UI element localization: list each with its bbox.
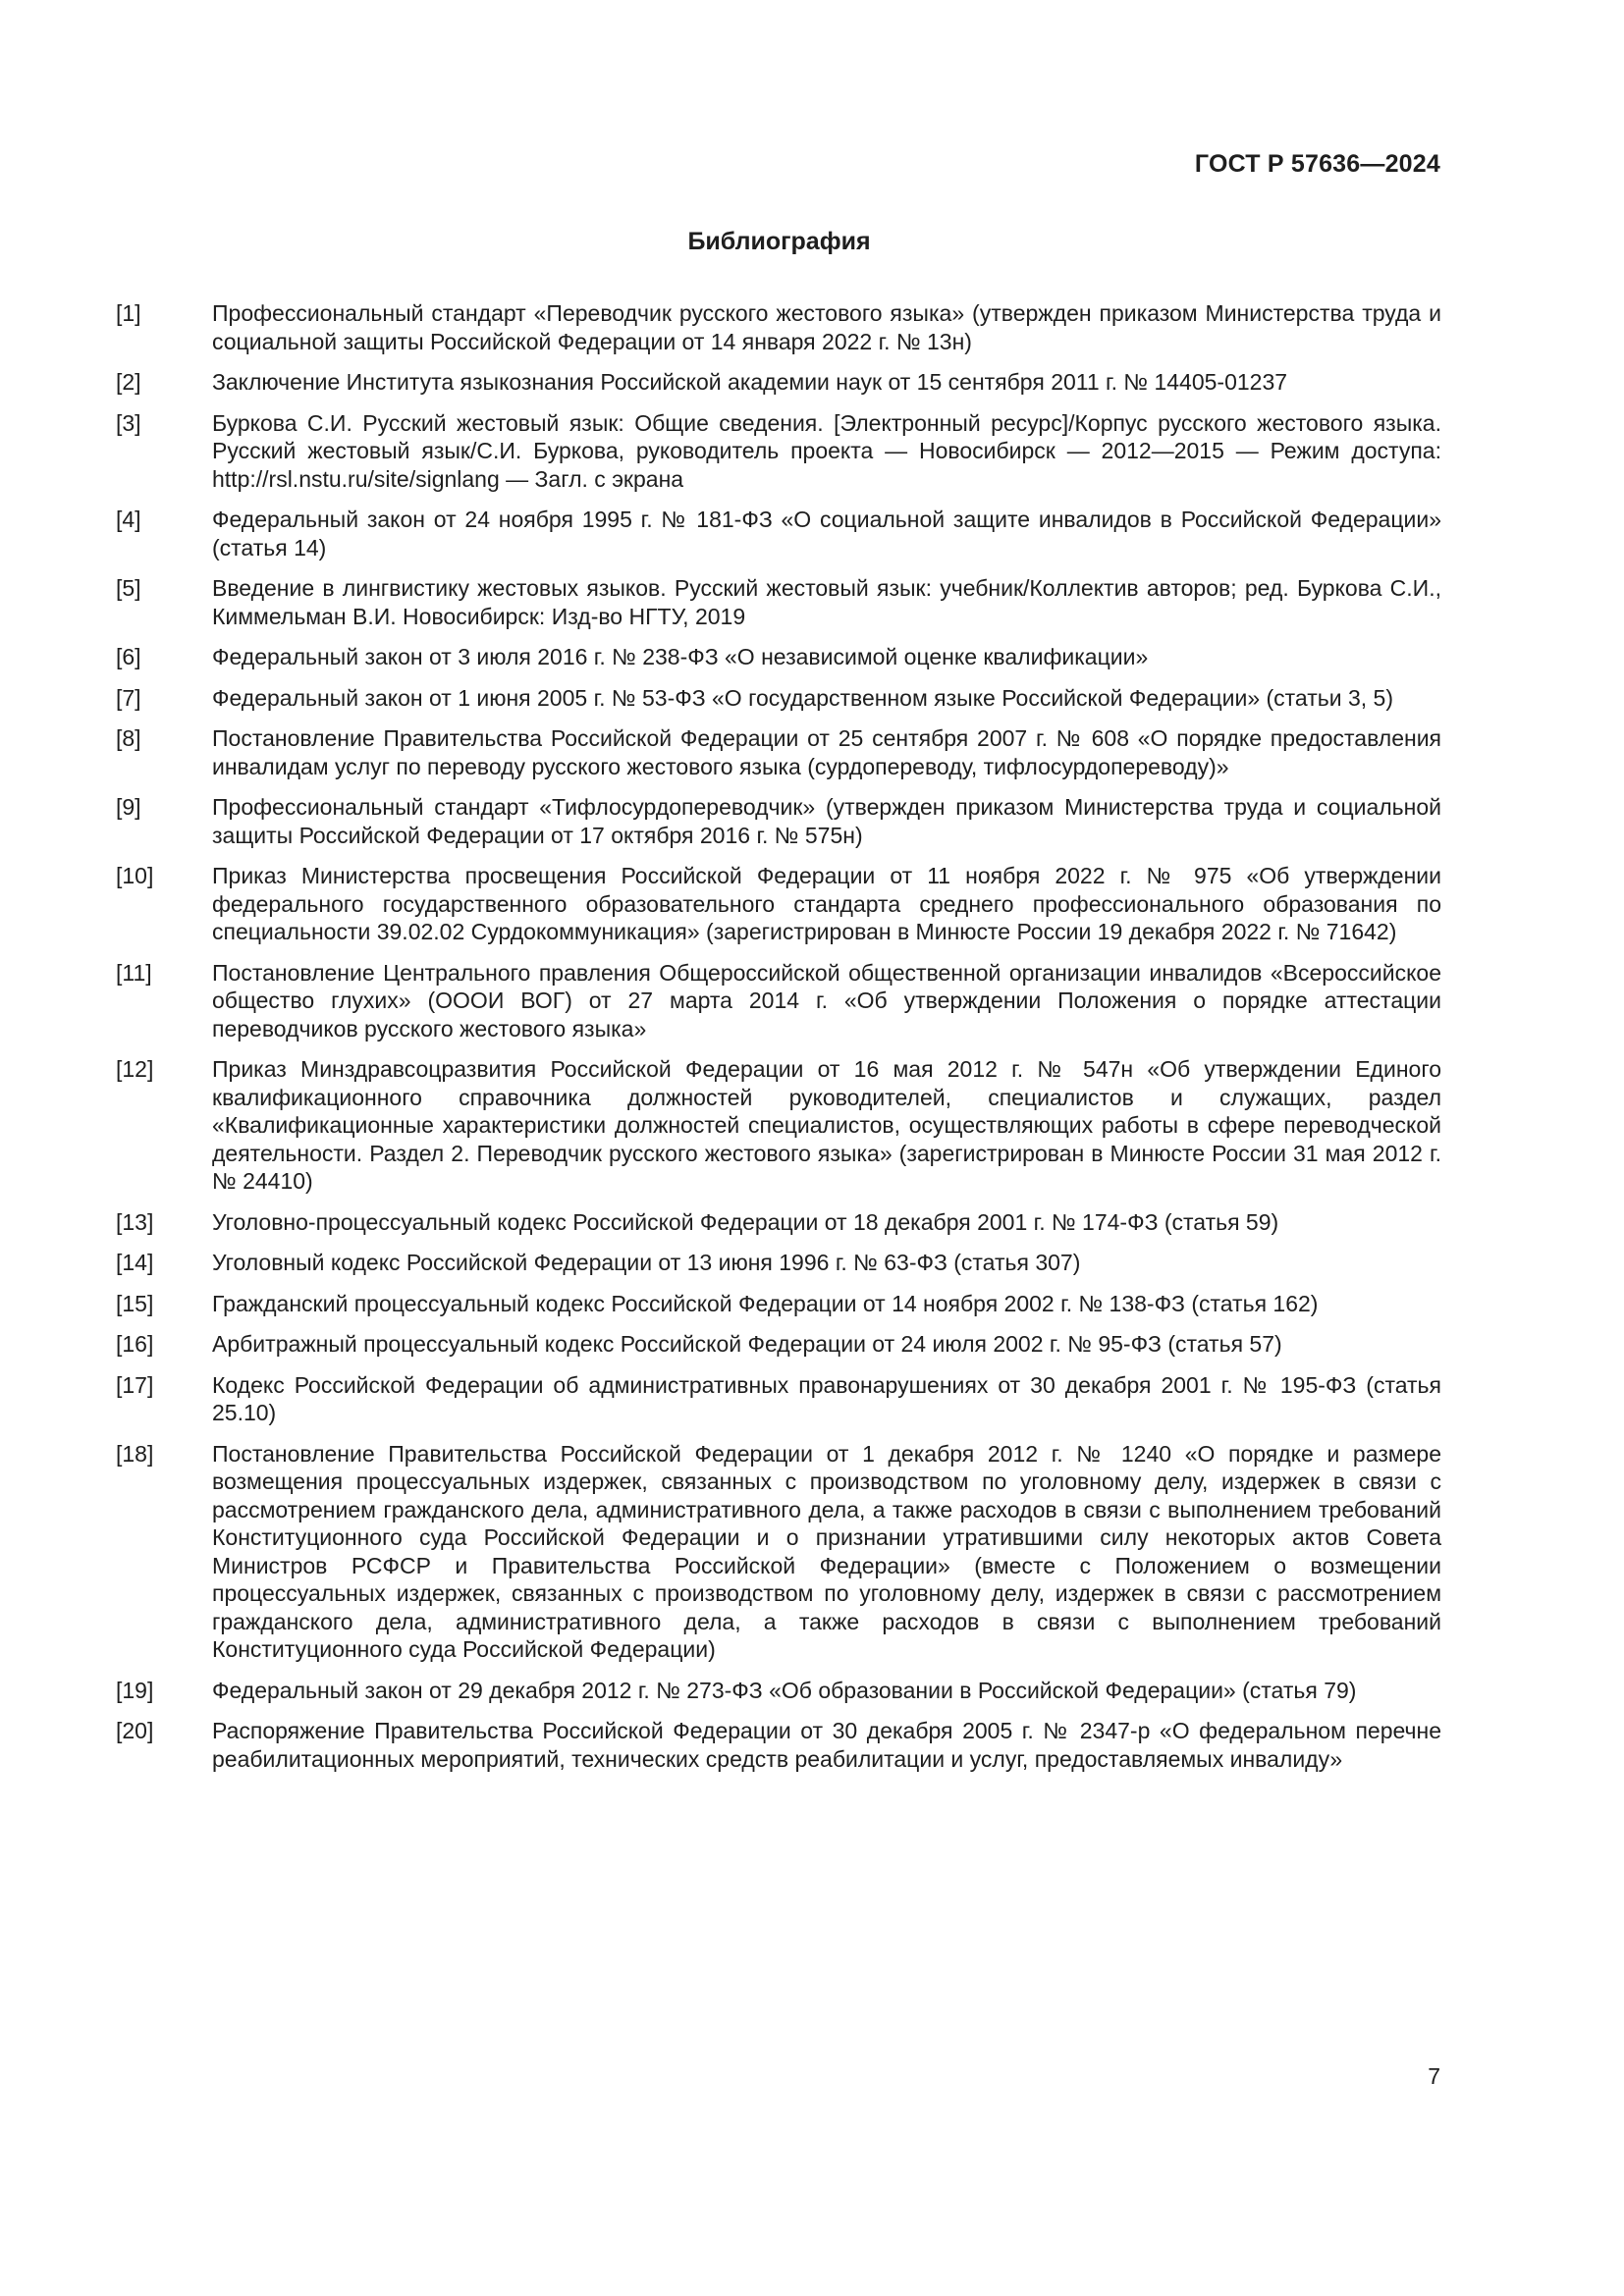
entry-number: [13] xyxy=(116,1208,154,1235)
entry-text: Кодекс Российской Федерации об административных правонарушениях от 30 декабря 2001 г. № 195-ФЗ (статья 25.10) xyxy=(212,1371,1441,1425)
entry-number: [18] xyxy=(116,1440,154,1467)
entry-text: Постановление Центрального правления Общероссийской общественной организации инвалидов «Всероссийское общество глухих» (ОООИ ВОГ) от 27 марта 2014 г. «Об утверждении Положения о порядке аттестации переводчиков русского жестового языка» xyxy=(212,959,1441,1041)
entry-text: Федеральный закон от 29 декабря 2012 г. № 273-ФЗ «Об образовании в Российской Федерации» (статья 79) xyxy=(212,1677,1357,1703)
entry-text: Распоряжение Правительства Российской Федерации от 30 декабря 2005 г. № 2347-р «О федеральном перечне реабилитационных мероприятий, технических средств реабилитации и услуг, предоставляемых инвалиду» xyxy=(212,1718,1441,1772)
entry-text: Постановление Правительства Российской Федерации от 25 сентября 2007 г. № 608 «О порядке предоставления инвалидам услуг по переводу русского жестового языка (сурдопереводу, тифлосурдопереводу)» xyxy=(212,725,1441,779)
entry-text: Профессиональный стандарт «Переводчик русского жестового языка» (утвержден приказом Министерства труда и социальной защиты Российской Федерации от 14 января 2022 г. № 13н) xyxy=(212,300,1441,354)
bibliography-entry xyxy=(116,1717,1441,1773)
entry-number: [5] xyxy=(116,575,141,601)
entry-number: [15] xyxy=(116,1290,154,1316)
entry-number: [11] xyxy=(116,959,152,986)
entry-text: Федеральный закон от 3 июля 2016 г. № 238-ФЗ «О независимой оценке квалификации» xyxy=(212,644,1149,669)
bibliography-entry xyxy=(116,1249,1441,1277)
bibliography-entry xyxy=(116,506,1441,561)
entry-number: [6] xyxy=(116,644,141,669)
entry-number: [20] xyxy=(116,1718,154,1743)
entry-text: Уголовный кодекс Российской Федерации от 13 июня 1996 г. № 63-ФЗ (статья 307) xyxy=(212,1250,1081,1275)
bibliography-entry xyxy=(116,368,1441,397)
entry-text: Приказ Минздравсоцразвития Российской Федерации от 16 мая 2012 г. № 547н «Об утверждении Единого квалификационного справочника должностей руководителей, специалистов и служащих, раздел «Квалификационные характеристики должностей специалистов, осуществляющих работы в сфере переводческой деятельности. Раздел 2. Переводчик русского жестового языка» (зарегистрирован в Минюсте России 31 мая 2012 г. № 24410) xyxy=(212,1056,1441,1194)
entry-number: [19] xyxy=(116,1677,154,1703)
entry-number: [3] xyxy=(116,409,141,436)
bibliography-entry xyxy=(116,643,1441,671)
entry-number: [10] xyxy=(116,863,154,888)
bibliography-entry xyxy=(116,1208,1441,1237)
bibliography-entry xyxy=(116,862,1441,946)
bibliography-entry xyxy=(116,409,1441,494)
bibliography-entry xyxy=(116,684,1441,713)
entry-text: Гражданский процессуальный кодекс Российской Федерации от 14 ноября 2002 г. № 138-ФЗ (статья 162) xyxy=(212,1290,1319,1316)
bibliography-entry xyxy=(116,1440,1441,1664)
bibliography-entry xyxy=(116,1330,1441,1359)
bibliography-entry xyxy=(116,793,1441,849)
entry-number: [1] xyxy=(116,300,141,326)
entry-number: [8] xyxy=(116,725,141,751)
bibliography-entry xyxy=(116,959,1441,1043)
bibliography-entry xyxy=(116,1371,1441,1427)
entry-number: [7] xyxy=(116,684,141,711)
entry-number: [12] xyxy=(116,1056,154,1082)
entry-text: Федеральный закон от 1 июня 2005 г. № 53-ФЗ «О государственном языке Российской Федерации» (статьи 3, 5) xyxy=(212,684,1393,711)
bibliography-list xyxy=(116,299,1441,1786)
entry-text: Арбитражный процессуальный кодекс Российской Федерации от 24 июля 2002 г. № 95-ФЗ (статья 57) xyxy=(212,1331,1282,1357)
bibliography-entry xyxy=(116,1055,1441,1196)
entry-text: Заключение Института языкознания Российской академии наук от 15 сентября 2011 г. № 14405-01237 xyxy=(212,369,1288,395)
bibliography-entry xyxy=(116,724,1441,780)
page-number: 7 xyxy=(1428,2063,1440,2089)
entry-number: [14] xyxy=(116,1250,154,1275)
bibliography-entry xyxy=(116,1677,1441,1705)
entry-text: Введение в лингвистику жестовых языков. Русский жестовый язык: учебник/Коллектив авторов; ред. Буркова С.И., Киммельман В.И. Новосибирск: Изд-во НГТУ, 2019 xyxy=(212,575,1441,629)
entry-text: Постановление Правительства Российской Федерации от 1 декабря 2012 г. № 1240 «О порядке и размере возмещения процессуальных издержек, связанных с производством по уголовному делу, издержек в связи с рассмотрением гражданского дела, административного дела, а также расходов в связи с выполнением требований Конституционного суда Российской Федерации и о признании утратившими силу некоторых актов Совета Министров РСФСР и Правительства Российской Федерации» (вместе с Положением о возмещении процессуальных издержек, связанных с производством по уголовному делу, издержек в связи с рассмотрением гражданского дела, административного дела, а также расходов в связи с выполнением требований Конституционного суда Российской Федерации) xyxy=(212,1440,1441,1662)
entry-text: Профессиональный стандарт «Тифлосурдопереводчик» (утвержден приказом Министерства труда и социальной защиты Российской Федерации от 17 октября 2016 г. № 575н) xyxy=(212,794,1441,848)
entry-text: Уголовно-процессуальный кодекс Российской Федерации от 18 декабря 2001 г. № 174-ФЗ (статья 59) xyxy=(212,1208,1279,1235)
bibliography-entry xyxy=(116,1290,1441,1318)
entry-number: [17] xyxy=(116,1371,154,1398)
entry-number: [9] xyxy=(116,794,141,820)
document-code: ГОСТ Р 57636—2024 xyxy=(1194,150,1440,178)
entry-text: Федеральный закон от 24 ноября 1995 г. № 181-ФЗ «О социальной защите инвалидов в Российской Федерации» (статья 14) xyxy=(212,507,1441,561)
entry-number: [2] xyxy=(116,369,141,395)
entry-text: Приказ Министерства просвещения Российской Федерации от 11 ноября 2022 г. № 975 «Об утверждении федерального государственного образовательного стандарта среднего профессионального образования по специальности 39.02.02 Сурдокоммуникация» (зарегистрирован в Минюсте России 19 декабря 2022 г. № 71642) xyxy=(212,863,1441,944)
entry-text: Буркова С.И. Русский жестовый язык: Общие сведения. [Электронный ресурс]/Корпус русского жестового языка. Русский жестовый язык/С.И. Буркова, руководитель проекта — Новосибирск — 2012—2015 — Режим доступа: http://rsl.nstu.ru/site/signlang — Загл. с экрана xyxy=(212,409,1441,492)
bibliography-entry xyxy=(116,574,1441,630)
bibliography-entry xyxy=(116,299,1441,355)
entry-number: [16] xyxy=(116,1331,154,1357)
entry-number: [4] xyxy=(116,507,141,532)
bibliography-title: Библиография xyxy=(687,228,871,255)
